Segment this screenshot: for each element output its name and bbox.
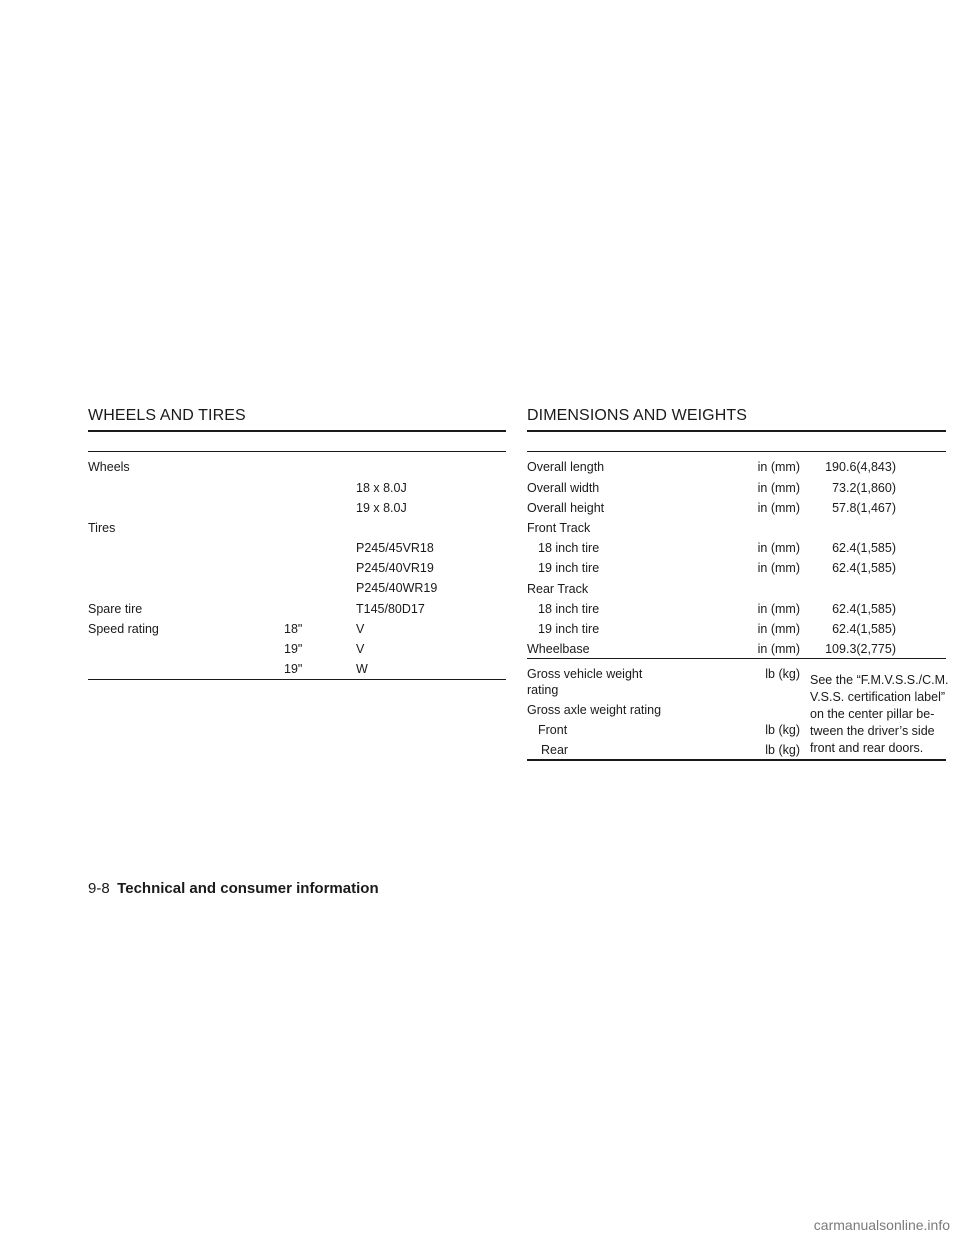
wheels-tires-title: WHEELS AND TIRES [88, 407, 246, 424]
table-cell-value: V [356, 622, 365, 636]
chapter-title: Technical and consumer information [117, 880, 379, 897]
table-cell-unit: in (mm) [757, 460, 800, 474]
table-cell-value: P245/40WR19 [356, 581, 438, 595]
table-cell-size: 19" [284, 662, 303, 676]
table-cell-value: P245/40VR19 [356, 561, 434, 575]
table-cell-value: 109.3(2,775) [825, 642, 896, 656]
page-number: 9-8 [88, 880, 110, 897]
table-cell-value: 62.4(1,585) [832, 622, 896, 636]
page-footer [88, 880, 379, 897]
table-cell-size: 19" [284, 642, 303, 656]
table-cell-label: Tires [88, 521, 116, 535]
rear-axle-label: Rear [541, 743, 569, 757]
note-line: V.S.S. certification label” [810, 690, 946, 704]
table-cell-value: V [356, 642, 365, 656]
table-cell-label: Wheels [88, 460, 130, 474]
dimensions-table-top-rule [527, 451, 946, 452]
axle-weight-label: Gross axle weight rating [527, 703, 662, 717]
table-cell-value: 57.8(1,467) [832, 501, 896, 515]
table-cell-value: 19 x 8.0J [356, 501, 407, 515]
table-cell-value: 73.2(1,860) [832, 481, 896, 495]
table-cell-value: T145/80D17 [356, 602, 425, 616]
note-line: on the center pillar be- [810, 707, 935, 721]
front-axle-label: Front [538, 723, 568, 737]
watermark-text: carmanualsonline.info [813, 1217, 950, 1233]
table-cell-value: 18 x 8.0J [356, 481, 407, 495]
table-cell-label: Spare tire [88, 602, 143, 616]
table-cell-unit: in (mm) [757, 481, 800, 495]
table-cell-value: 62.4(1,585) [832, 561, 896, 575]
note-line: tween the driver’s side [810, 724, 935, 738]
table-cell-unit: in (mm) [757, 541, 800, 555]
table-cell-label: Overall length [527, 460, 605, 474]
table-cell-value: 190.6(4,843) [825, 460, 896, 474]
table-cell-label: Overall width [527, 481, 600, 495]
table-cell-unit: in (mm) [757, 602, 800, 616]
table-cell-value: P245/45VR18 [356, 541, 434, 555]
dimensions-table-bottom-rule [527, 759, 946, 761]
table-cell-unit: in (mm) [757, 501, 800, 515]
table-cell-size: 18" [284, 622, 303, 636]
wheels-tires-title-rule [88, 430, 506, 432]
table-cell-label: 18 inch tire [538, 602, 600, 616]
certification-label-note [810, 672, 960, 757]
dimensions-weights-title: DIMENSIONS AND WEIGHTS [527, 407, 747, 424]
table-cell-unit: in (mm) [757, 622, 800, 636]
dimensions-weights-title-rule [527, 430, 946, 432]
rear-axle-unit: lb (kg) [765, 743, 800, 757]
note-line: front and rear doors. [810, 741, 924, 755]
table-cell-value: 62.4(1,585) [832, 541, 896, 555]
wheels-tires-table-bottom-rule [88, 679, 506, 680]
table-cell-value: W [356, 662, 368, 676]
front-axle-unit: lb (kg) [765, 723, 800, 737]
table-cell-label: 19 inch tire [538, 561, 600, 575]
table-cell-unit: in (mm) [757, 561, 800, 575]
note-line: See the “F.M.V.S.S./C.M. [810, 673, 949, 687]
table-cell-label: 19 inch tire [538, 622, 600, 636]
table-cell-unit: in (mm) [757, 642, 800, 656]
table-cell-label: Overall height [527, 501, 605, 515]
table-cell-value: 62.4(1,585) [832, 602, 896, 616]
gvwr-label-line1: Gross vehicle weight [527, 667, 643, 681]
table-cell-label: Wheelbase [527, 642, 590, 656]
table-cell-label: 18 inch tire [538, 541, 600, 555]
table-cell-label: Rear Track [527, 582, 589, 596]
gvwr-unit: lb (kg) [765, 667, 800, 681]
table-cell-label: Front Track [527, 521, 591, 535]
table-cell-label: Speed rating [88, 622, 159, 636]
gvwr-label-line2: rating [527, 683, 559, 697]
dimensions-table-divider-rule [527, 658, 946, 659]
wheels-tires-table-top-rule [88, 451, 506, 452]
